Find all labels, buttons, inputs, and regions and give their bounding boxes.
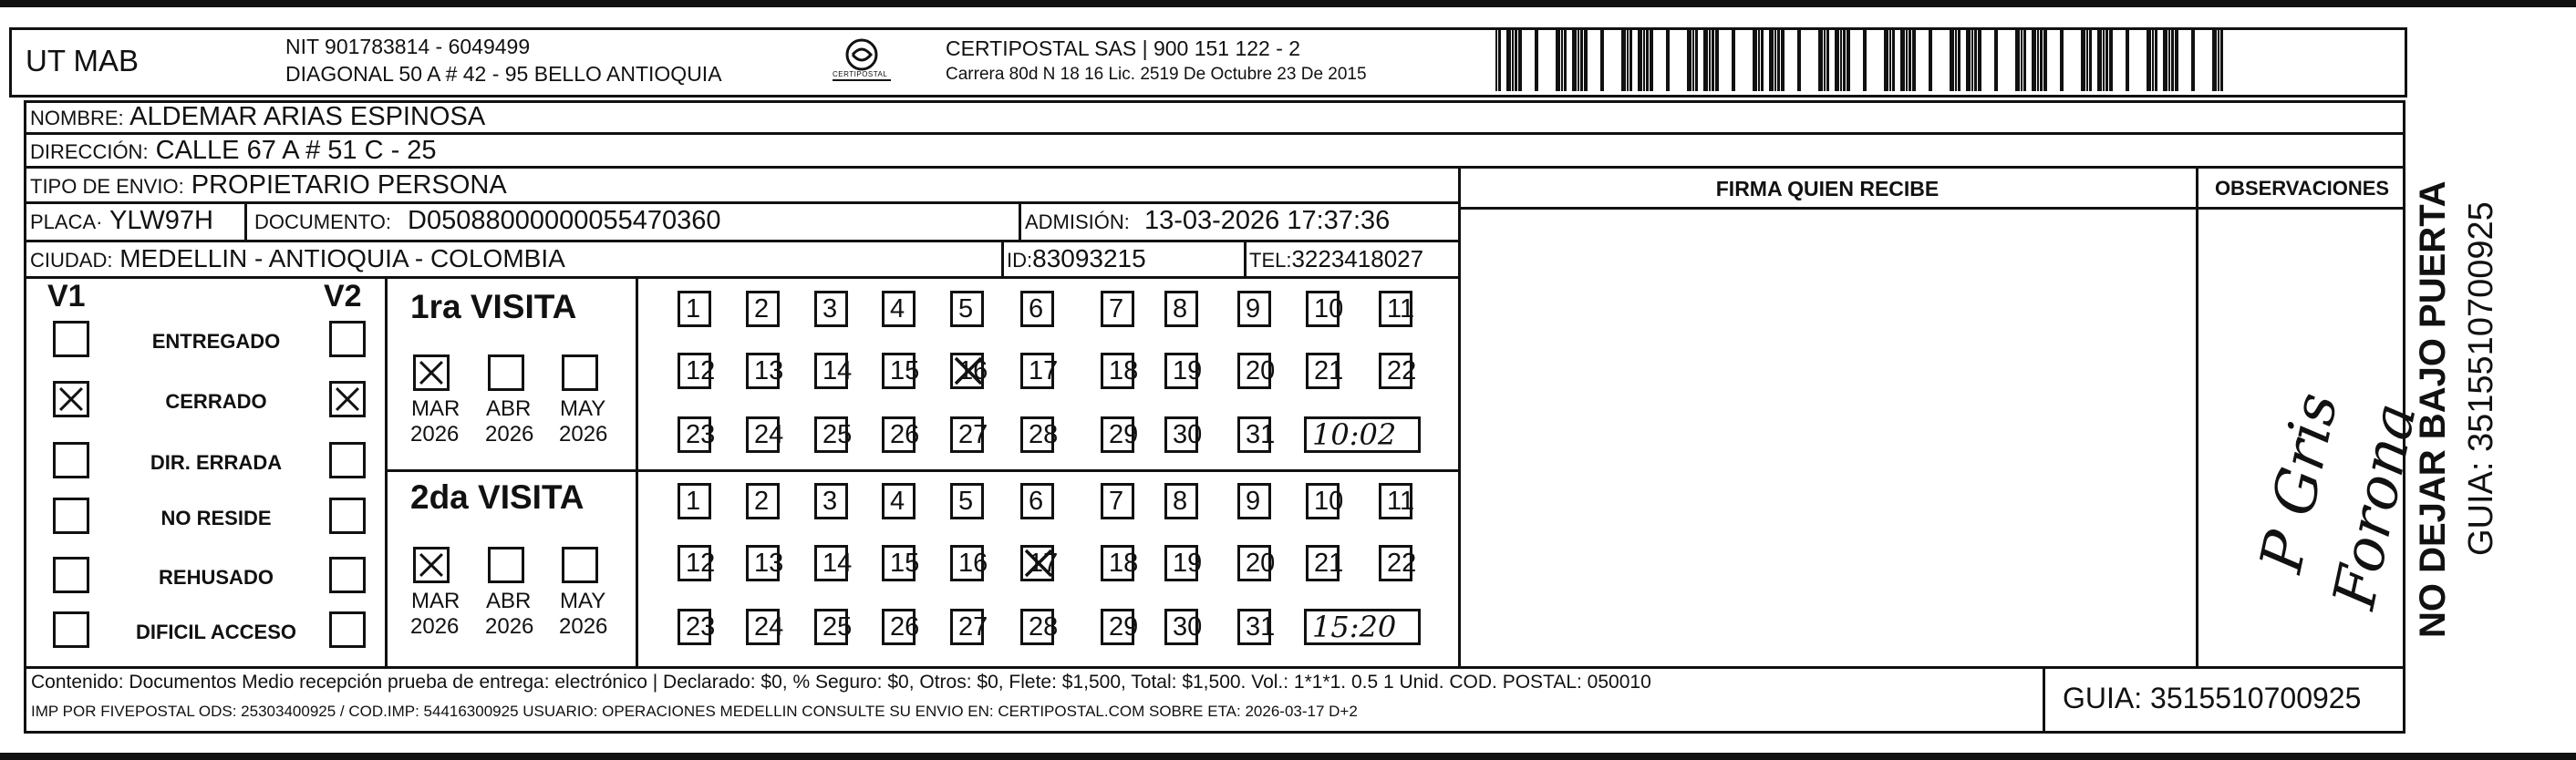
type-label: TIPO DE ENVIO: bbox=[30, 175, 184, 198]
month-checkbox-abr[interactable] bbox=[488, 354, 524, 391]
status-v1-checkbox[interactable] bbox=[53, 321, 89, 357]
status-v1-checkbox[interactable] bbox=[53, 442, 89, 478]
status-v2-checkbox[interactable] bbox=[329, 611, 366, 648]
document-label: DOCUMENTO: bbox=[254, 211, 391, 233]
v1-header: V1 bbox=[47, 279, 86, 313]
header-underline bbox=[1458, 207, 2405, 210]
barcode-bars bbox=[1495, 27, 2225, 91]
row-divider bbox=[24, 166, 2405, 169]
day-box[interactable]: 9 bbox=[1237, 291, 1271, 327]
day-box[interactable]: 21 bbox=[1306, 353, 1340, 389]
name-row bbox=[30, 104, 485, 130]
day-box[interactable]: 16 bbox=[950, 353, 984, 389]
time-box[interactable] bbox=[1304, 416, 1421, 453]
day-box[interactable]: 31 bbox=[1237, 609, 1271, 645]
address-label: DIRECCIÓN: bbox=[30, 140, 149, 163]
day-box[interactable]: 23 bbox=[678, 416, 711, 453]
time-box[interactable] bbox=[1304, 609, 1421, 645]
no-dejar-warning: NO DEJAR BAJO PUERTA bbox=[2413, 180, 2453, 638]
courier-name: CERTIPOSTAL SAS | 900 151 122 - 2 bbox=[946, 36, 1301, 60]
footer-guide: GUIA: 3515510700925 bbox=[2063, 682, 2362, 714]
day-box[interactable]: 30 bbox=[1164, 416, 1198, 453]
day-box[interactable]: 29 bbox=[1101, 416, 1134, 453]
row-divider bbox=[24, 276, 1461, 279]
observations-header: OBSERVACIONES bbox=[2214, 177, 2390, 200]
name-label: NOMBRE: bbox=[30, 107, 124, 129]
observations-divider bbox=[2196, 167, 2198, 666]
logo-text: CERTIPOSTAL bbox=[833, 70, 888, 78]
day-box[interactable]: 29 bbox=[1101, 609, 1134, 645]
year-label: 2026 bbox=[410, 422, 460, 447]
status-v1-checkbox[interactable] bbox=[53, 381, 89, 417]
city-value: MEDELLIN - ANTIOQUIA - COLOMBIA bbox=[119, 244, 565, 272]
status-v1-checkbox[interactable] bbox=[53, 498, 89, 534]
day-box[interactable]: 7 bbox=[1101, 291, 1134, 327]
signature-header: FIRMA QUIEN RECIBE bbox=[1715, 177, 1940, 200]
day-box[interactable]: 6 bbox=[1020, 291, 1054, 327]
day-box[interactable]: 30 bbox=[1164, 609, 1198, 645]
plate-field bbox=[30, 208, 213, 234]
sender-address: DIAGONAL 50 A # 42 - 95 BELLO ANTIOQUIA bbox=[285, 62, 722, 86]
day-box[interactable]: 12 bbox=[678, 353, 711, 389]
day-box[interactable]: 31 bbox=[1237, 416, 1271, 453]
day-box[interactable]: 6 bbox=[1020, 483, 1054, 519]
row-divider bbox=[24, 132, 2405, 135]
certipostal-logo bbox=[825, 36, 898, 87]
admission-label: ADMISIÓN: bbox=[1025, 211, 1130, 233]
day-box[interactable]: 18 bbox=[1101, 545, 1134, 581]
visit-divider-h bbox=[385, 469, 1461, 472]
month-label: MAR bbox=[411, 589, 460, 613]
tel-field bbox=[1249, 247, 1423, 271]
status-v2-checkbox[interactable] bbox=[329, 442, 366, 478]
day-box[interactable]: 15 bbox=[882, 545, 916, 581]
row-divider bbox=[24, 201, 1461, 204]
day-box[interactable]: 20 bbox=[1237, 353, 1271, 389]
day-box[interactable]: 2 bbox=[746, 483, 780, 519]
status-v2-checkbox[interactable] bbox=[329, 498, 366, 534]
day-box[interactable]: 22 bbox=[1379, 545, 1412, 581]
day-box[interactable]: 10 bbox=[1306, 483, 1340, 519]
day-box[interactable]: 5 bbox=[950, 483, 984, 519]
day-box[interactable]: 3 bbox=[814, 291, 848, 327]
day-box[interactable]: 12 bbox=[678, 545, 711, 581]
month-label: MAR bbox=[411, 396, 460, 421]
status-v2-checkbox[interactable] bbox=[329, 381, 366, 417]
plate-value: YLW97H bbox=[109, 206, 213, 235]
day-box[interactable]: 4 bbox=[882, 291, 916, 327]
status-option-label: REHUSADO bbox=[159, 566, 274, 589]
day-box[interactable]: 22 bbox=[1379, 353, 1412, 389]
id-value: 83093215 bbox=[1032, 244, 1146, 272]
day-box[interactable]: 3 bbox=[814, 483, 848, 519]
visit-time: 10:02 bbox=[1312, 417, 1397, 452]
shipping-type: PROPIETARIO PERSONA bbox=[191, 170, 507, 200]
month-checkbox-mar[interactable] bbox=[413, 354, 450, 391]
year-label: 2026 bbox=[485, 614, 534, 639]
day-box[interactable]: 13 bbox=[746, 353, 780, 389]
day-box[interactable]: 5 bbox=[950, 291, 984, 327]
day-box[interactable]: 1 bbox=[678, 291, 711, 327]
month-label: MAY bbox=[560, 396, 606, 421]
footer-guide-divider bbox=[2043, 666, 2045, 734]
status-v1-checkbox[interactable] bbox=[53, 557, 89, 593]
day-box[interactable]: 27 bbox=[950, 416, 984, 453]
footer-print-info: IMP POR FIVEPOSTAL ODS: 25303400925 / COD.IMP: 54416300925 USUARIO: OPERACIONES MEDELLIN CONSULTE SU ENVIO EN: CERTIPOSTAL.COM SOBRE ETA: 2026-03-17 D+2 bbox=[31, 703, 1358, 720]
observation-handwriting-1: P Gris bbox=[2248, 386, 2352, 579]
day-box[interactable]: 19 bbox=[1164, 545, 1198, 581]
courier-license: Carrera 80d N 18 16 Lic. 2519 De Octubre 23 De 2015 bbox=[946, 65, 1367, 84]
day-box[interactable]: 26 bbox=[882, 609, 916, 645]
month-checkbox-abr[interactable] bbox=[488, 547, 524, 583]
v2-header: V2 bbox=[324, 279, 362, 313]
plate-label: PLACA· bbox=[30, 211, 103, 233]
document-field bbox=[254, 208, 721, 234]
status-option-label: NO RESIDE bbox=[160, 507, 272, 529]
status-option-label: DIR. ERRADA bbox=[150, 451, 283, 474]
day-box[interactable]: 8 bbox=[1164, 291, 1198, 327]
admission-value: 13-03-2026 17:37:36 bbox=[1143, 206, 1391, 235]
day-box[interactable]: 17 bbox=[1020, 353, 1054, 389]
tel-value: 3223418027 bbox=[1291, 245, 1424, 272]
day-box[interactable]: 8 bbox=[1164, 483, 1198, 519]
month-checkbox-may[interactable] bbox=[562, 354, 598, 391]
year-label: 2026 bbox=[559, 422, 608, 447]
day-box[interactable]: 27 bbox=[950, 609, 984, 645]
day-box[interactable]: 24 bbox=[746, 416, 780, 453]
bottom-rule bbox=[0, 753, 2576, 760]
status-v1-checkbox[interactable] bbox=[53, 611, 89, 648]
day-box[interactable]: 18 bbox=[1101, 353, 1134, 389]
nit: NIT 901783814 - 6049499 bbox=[285, 35, 531, 58]
day-box[interactable]: 17 bbox=[1020, 545, 1054, 581]
day-check-mark bbox=[950, 353, 987, 389]
day-box[interactable]: 11 bbox=[1379, 291, 1412, 327]
day-box[interactable]: 28 bbox=[1020, 416, 1054, 453]
day-box[interactable]: 15 bbox=[882, 353, 916, 389]
visit1-title: 1ra VISITA bbox=[410, 288, 577, 325]
city-field bbox=[30, 246, 565, 272]
day-box[interactable]: 21 bbox=[1306, 545, 1340, 581]
recipient-address: CALLE 67 A # 51 C - 25 bbox=[155, 136, 437, 165]
status-option-label: CERRADO bbox=[165, 390, 267, 413]
month-checkbox-may[interactable] bbox=[562, 547, 598, 583]
id-field bbox=[1007, 246, 1146, 272]
visit2-title: 2da VISITA bbox=[410, 478, 585, 516]
id-label: ID: bbox=[1007, 249, 1033, 272]
month-label: ABR bbox=[486, 396, 532, 421]
day-box[interactable]: 2 bbox=[746, 291, 780, 327]
recipient-name: ALDEMAR ARIAS ESPINOSA bbox=[129, 102, 486, 131]
day-check-mark bbox=[1020, 545, 1057, 581]
year-label: 2026 bbox=[485, 422, 534, 447]
day-box[interactable]: 9 bbox=[1237, 483, 1271, 519]
month-label: MAY bbox=[560, 589, 606, 613]
day-box[interactable]: 13 bbox=[746, 545, 780, 581]
day-box[interactable]: 1 bbox=[678, 483, 711, 519]
month-checkbox-mar[interactable] bbox=[413, 547, 450, 583]
top-rule bbox=[0, 0, 2576, 7]
year-label: 2026 bbox=[410, 614, 460, 639]
day-box[interactable]: 14 bbox=[814, 545, 848, 581]
footer-contents: Contenido: Documentos Medio recepción prueba de entrega: electrónico | Declarado: $0, % Seguro: $0, Otros: $0, Flete: $1,500, Total: $1,500. Vol.: 1*1*1. 0.5 1 Unid. COD. POSTAL: 050010 bbox=[31, 672, 1651, 693]
cell-divider bbox=[1019, 201, 1021, 240]
day-box[interactable]: 10 bbox=[1306, 291, 1340, 327]
observation-handwriting-2: Forona bbox=[2321, 397, 2430, 615]
day-box[interactable]: 14 bbox=[814, 353, 848, 389]
status-option-label: DIFICIL ACCESO bbox=[135, 621, 296, 643]
day-box[interactable]: 28 bbox=[1020, 609, 1054, 645]
day-box[interactable]: 23 bbox=[678, 609, 711, 645]
day-box[interactable]: 25 bbox=[814, 609, 848, 645]
status-option-label: ENTREGADO bbox=[151, 330, 281, 353]
tel-label: TEL: bbox=[1249, 249, 1292, 272]
day-box[interactable]: 16 bbox=[950, 545, 984, 581]
admission-field bbox=[1025, 208, 1390, 234]
day-box[interactable]: 26 bbox=[882, 416, 916, 453]
status-v2-checkbox[interactable] bbox=[329, 557, 366, 593]
type-row bbox=[30, 172, 507, 199]
document-value: D05088000000055470360 bbox=[408, 206, 721, 235]
signature-divider bbox=[1458, 167, 1461, 666]
day-box[interactable]: 19 bbox=[1164, 353, 1198, 389]
address-row bbox=[30, 138, 437, 164]
month-label: ABR bbox=[486, 589, 532, 613]
cell-divider bbox=[1001, 240, 1004, 276]
day-box[interactable]: 11 bbox=[1379, 483, 1412, 519]
city-label: CIUDAD: bbox=[30, 249, 113, 272]
cell-divider bbox=[244, 201, 247, 240]
day-box[interactable]: 25 bbox=[814, 416, 848, 453]
day-box[interactable]: 4 bbox=[882, 483, 916, 519]
day-box[interactable]: 7 bbox=[1101, 483, 1134, 519]
year-label: 2026 bbox=[559, 614, 608, 639]
status-v2-checkbox[interactable] bbox=[329, 321, 366, 357]
visit-time: 15:20 bbox=[1312, 610, 1397, 644]
cell-divider bbox=[1244, 240, 1247, 276]
day-box[interactable]: 24 bbox=[746, 609, 780, 645]
footer-divider bbox=[24, 666, 2405, 669]
company-name: UT MAB bbox=[26, 44, 140, 77]
side-guide-number: GUIA: 3515510700925 bbox=[2462, 201, 2500, 556]
day-box[interactable]: 20 bbox=[1237, 545, 1271, 581]
barcode bbox=[1495, 27, 2225, 91]
